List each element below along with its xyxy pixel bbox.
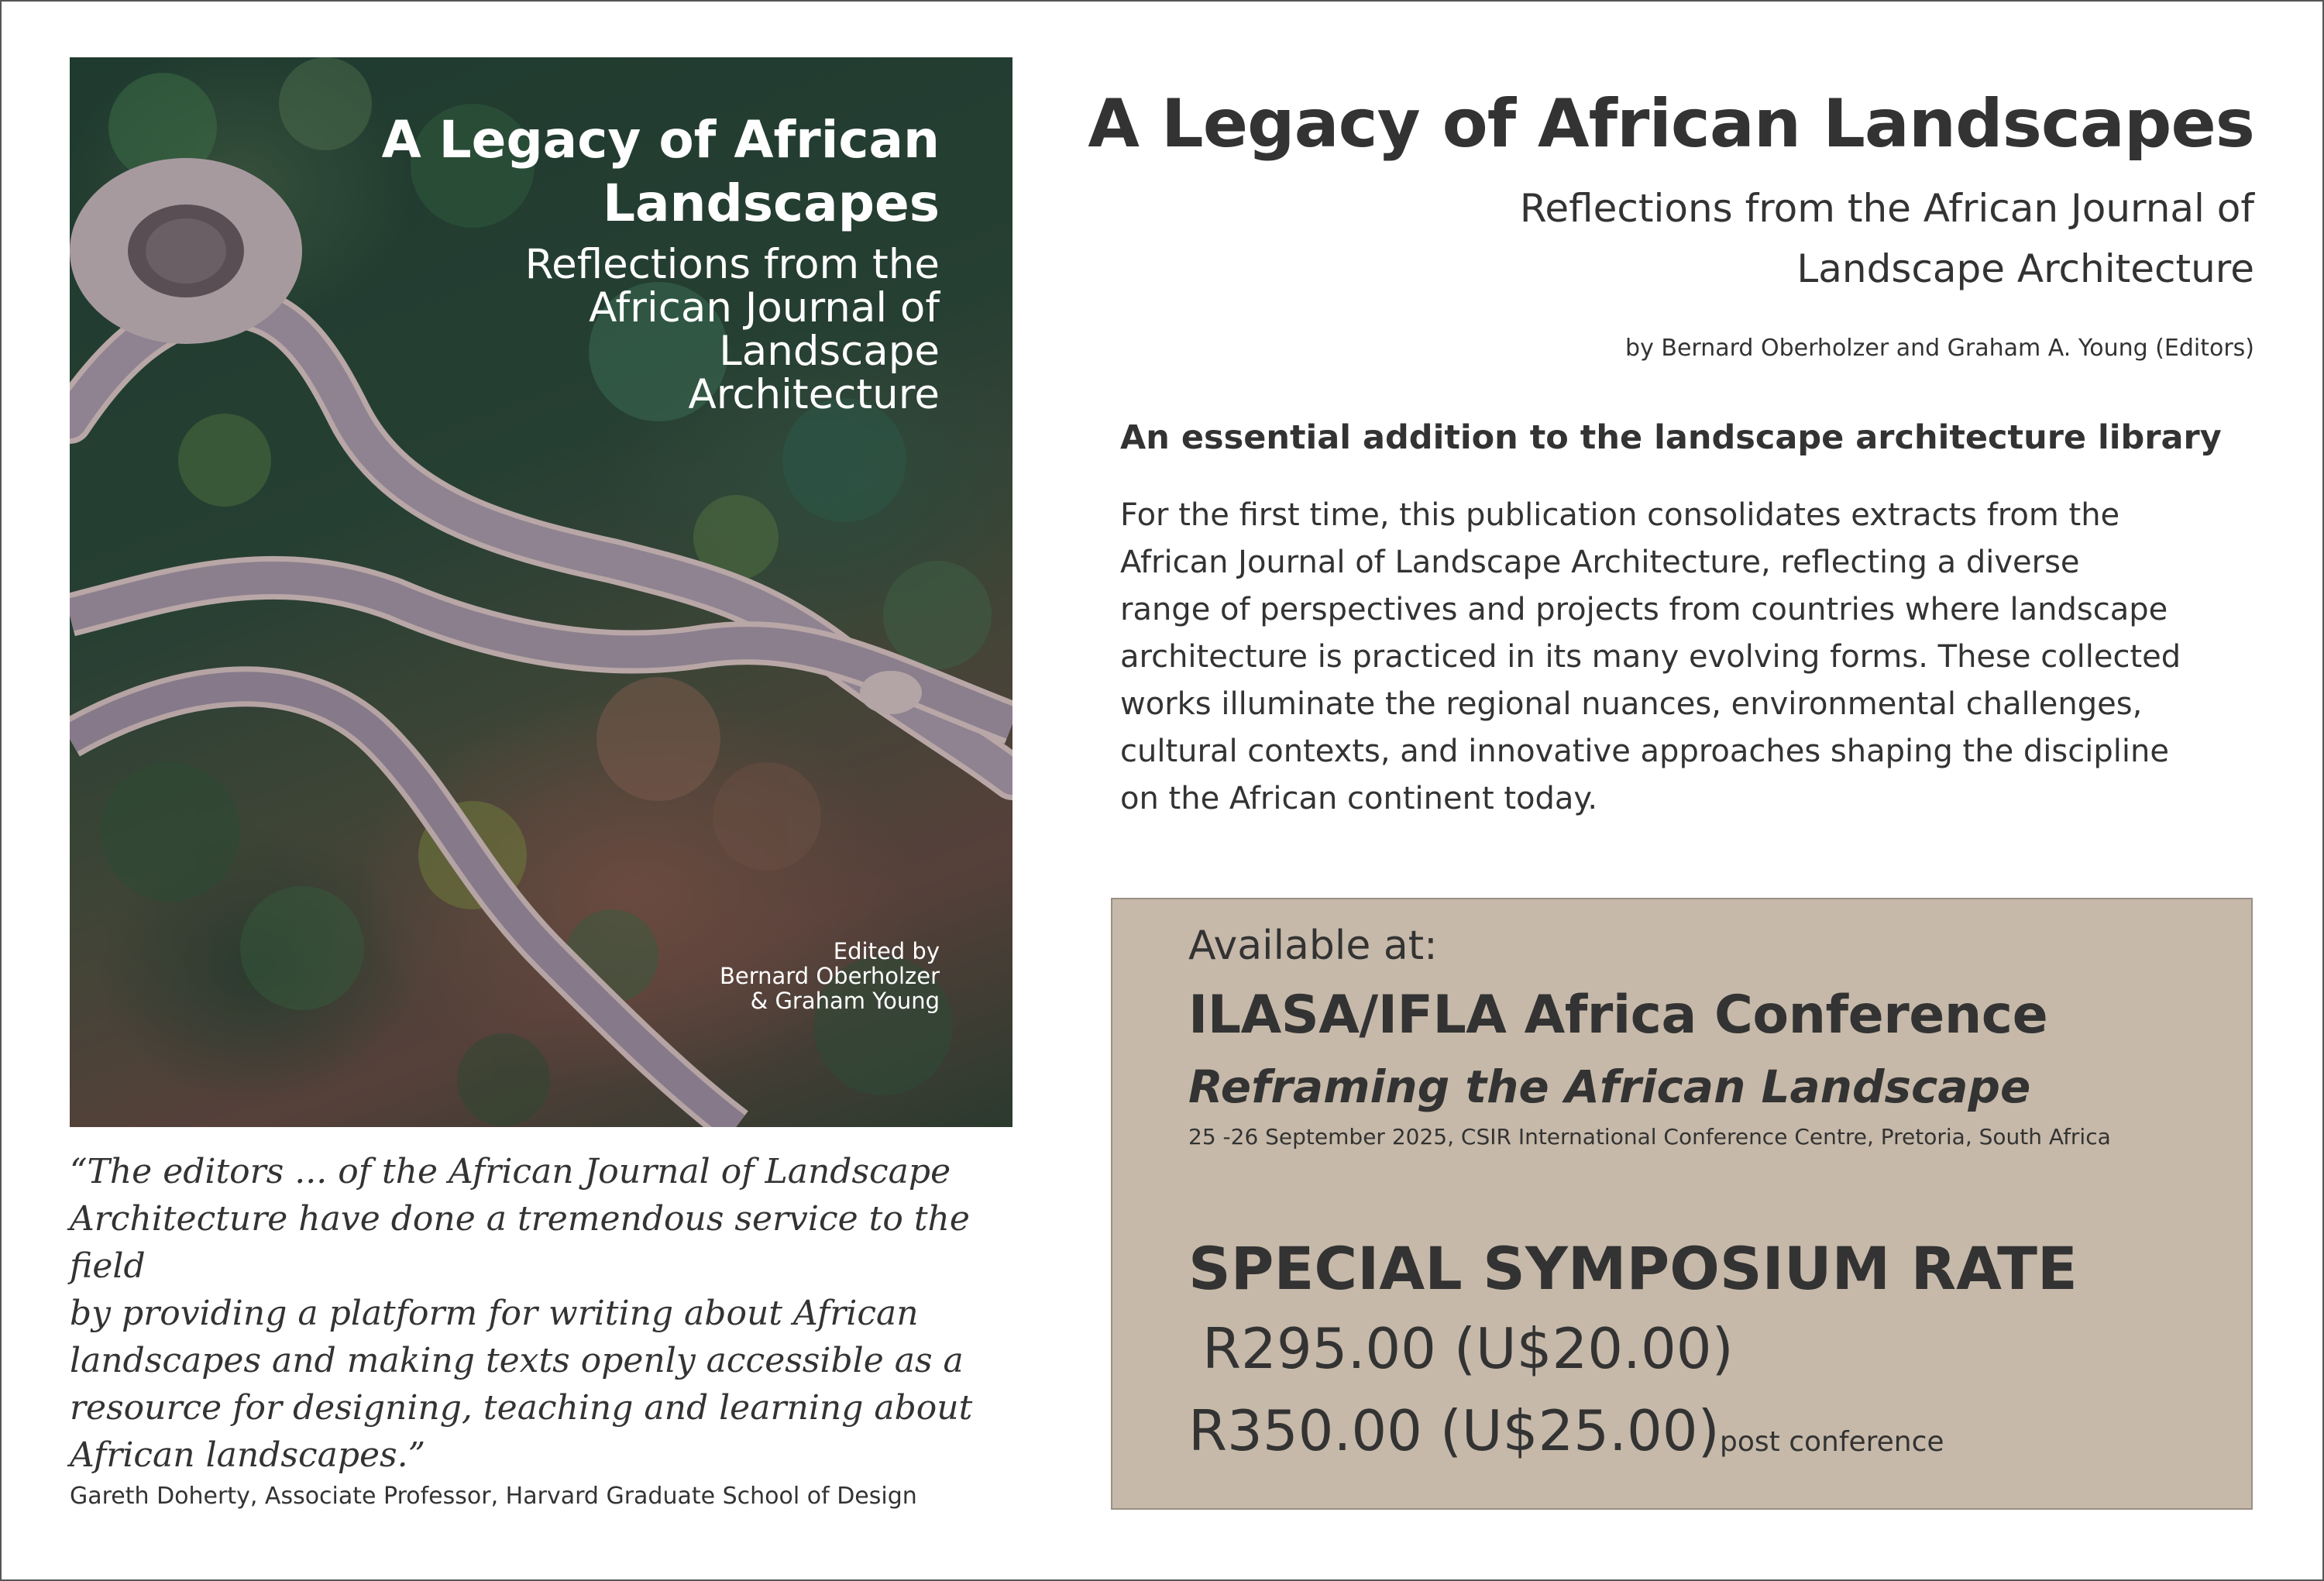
page-subtitle bbox=[1247, 178, 2254, 299]
cover-title-line: Landscapes bbox=[602, 174, 940, 233]
quote-line: Architecture have done a tremendous service to the field bbox=[70, 1199, 970, 1286]
cover-subtitle-line: Reflections from the bbox=[524, 241, 940, 288]
conference-name: ILASA/IFLA Africa Conference bbox=[1188, 985, 2048, 1046]
intro-heading: An essential addition to the landscape architecture library bbox=[1120, 418, 2222, 457]
post-conference-price: R350.00 (U$25.00) bbox=[1188, 1398, 1720, 1463]
description-line: African Journal of Landscape Architecture, reflecting a diverse bbox=[1120, 545, 2080, 580]
testimonial-quote bbox=[70, 1148, 1023, 1479]
quote-line: resource for designing, teaching and learning about bbox=[70, 1388, 973, 1428]
quote-attribution: Gareth Doherty, Associate Professor, Harvard Graduate School of Design bbox=[70, 1483, 917, 1510]
book-cover-image bbox=[70, 57, 1012, 1127]
quote-line: by providing a platform for writing about African bbox=[70, 1294, 919, 1333]
page-title: A Legacy of African Landscapes bbox=[1088, 85, 2254, 163]
quote-line: African landscapes.” bbox=[70, 1435, 426, 1475]
availability-panel bbox=[1111, 898, 2253, 1510]
cover-subtitle-line: African Journal of bbox=[589, 284, 940, 332]
description-line: architecture is practiced in its many evolving forms. These collected bbox=[1120, 639, 2181, 675]
description-line: works illuminate the regional nuances, environmental challenges, bbox=[1120, 686, 2143, 722]
description-line: range of perspectives and projects from countries where landscape bbox=[1120, 592, 2168, 627]
cover-subtitle-line: Architecture bbox=[688, 371, 940, 418]
subtitle-line: Landscape Architecture bbox=[1796, 246, 2254, 291]
cover-editors bbox=[475, 939, 940, 1013]
description-line: For the first time, this publication consolidates extracts from the bbox=[1120, 497, 2120, 533]
cover-title bbox=[242, 108, 940, 235]
quote-line: “The editors ... of the African Journal of Landscape bbox=[70, 1152, 951, 1191]
conference-theme: Reframing the African Landscape bbox=[1188, 1060, 2031, 1113]
description-line: on the African continent today. bbox=[1120, 781, 1598, 816]
cover-title-line: A Legacy of African bbox=[381, 110, 940, 170]
post-conference-note: post conference bbox=[1720, 1426, 1944, 1458]
conference-details: 25 -26 September 2025, CSIR International Conference Centre, Pretoria, South Africa bbox=[1188, 1124, 2111, 1150]
editors-byline: by Bernard Oberholzer and Graham A. Young (Editors) bbox=[1625, 335, 2254, 362]
description-line: cultural contexts, and innovative approaches shaping the discipline bbox=[1120, 734, 2169, 769]
quote-line: landscapes and making texts openly accessible as a bbox=[70, 1341, 964, 1380]
symposium-price: R295.00 (U$20.00) bbox=[1202, 1316, 1734, 1381]
intro-description bbox=[1120, 492, 2251, 823]
subtitle-line: Reflections from the African Journal of bbox=[1519, 186, 2254, 231]
cover-editors-line: Edited by bbox=[833, 938, 940, 964]
available-at-label: Available at: bbox=[1188, 923, 1438, 969]
cover-subtitle bbox=[242, 243, 940, 417]
cover-subtitle-line: Landscape bbox=[719, 328, 940, 375]
special-rate-heading: SPECIAL SYMPOSIUM RATE bbox=[1188, 1234, 2078, 1303]
cover-editors-line: Bernard Oberholzer bbox=[720, 963, 940, 989]
cover-editors-line: & Graham Young bbox=[750, 988, 940, 1014]
